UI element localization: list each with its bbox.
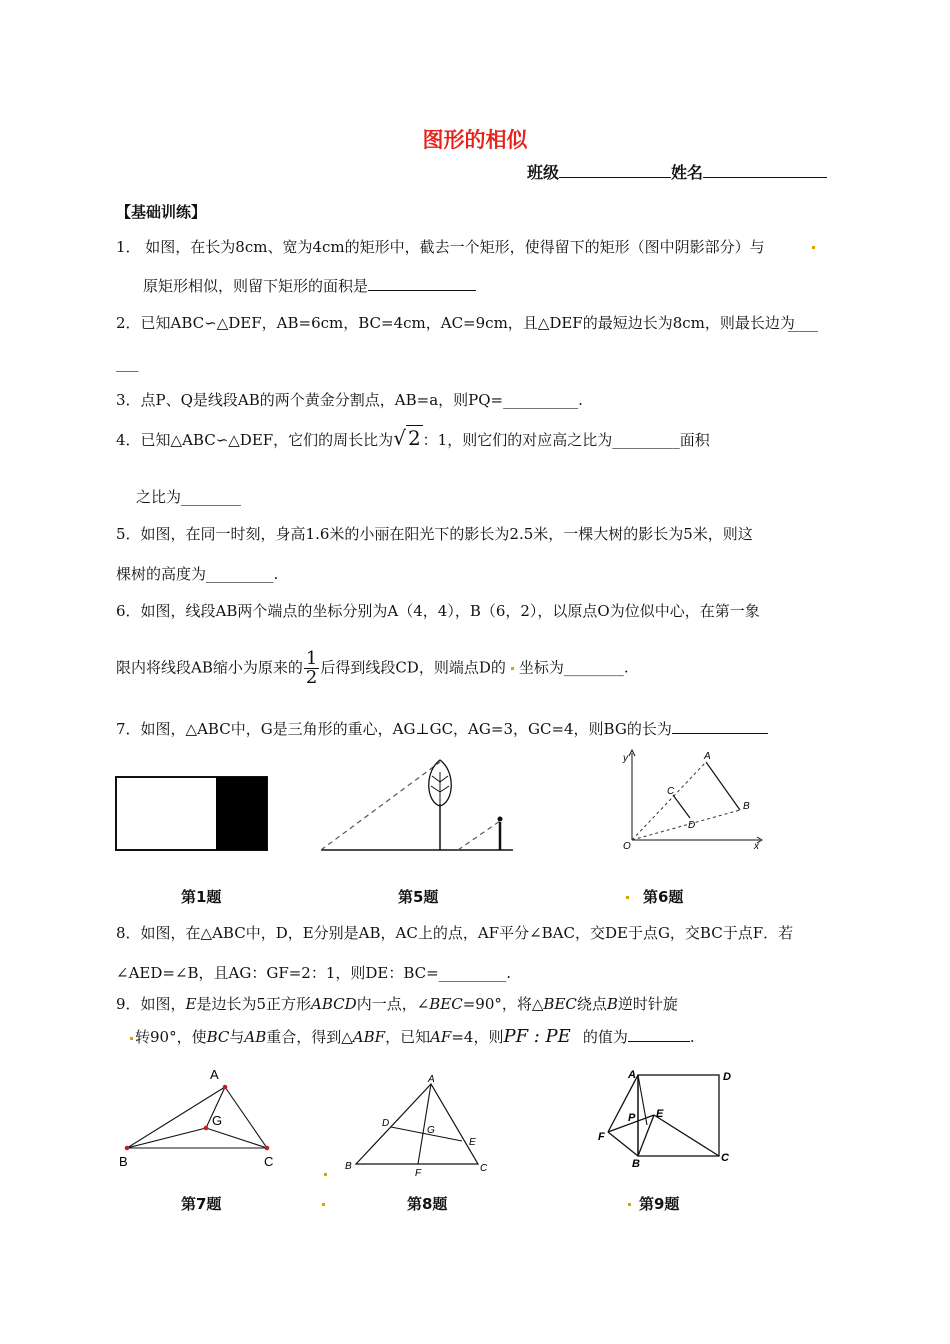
question-7: 7．如图，△ABC中，G是三角形的重心，AG⊥GC，AG=3，GC=4，则BG的长为 (116, 719, 768, 739)
answer-blank[interactable]: ___ (116, 354, 139, 372)
shaded-rectangle (216, 777, 267, 850)
class-blank[interactable] (559, 163, 671, 178)
class-label: 班级 (527, 163, 560, 182)
svg-text:y: y (623, 753, 628, 764)
question-8: 8．如图，在△ABC中，D，E分别是AB，AC上的点，AF平分∠BAC，交DE于点G，交BC于点F．若 (116, 924, 794, 942)
svg-text:C: C (721, 1152, 729, 1164)
svg-text:B: B (743, 801, 750, 812)
svg-text:A: A (628, 1069, 636, 1081)
fraction-half: $\frac{1}{2}$ (305, 648, 318, 688)
question-1: 1． 如图，在长为8cm、宽为4cm的矩形中，截去一个矩形，使得留下的矩形（图中阴影部分）与 (116, 238, 765, 256)
question-6-line2: 限内将线段AB缩小为原来的 $\frac{1}{2}$ 后得到线段CD，则端点D的 坐标为________. (116, 648, 629, 688)
answer-blank[interactable] (368, 276, 476, 291)
svg-text:D: D (382, 1118, 390, 1129)
question-8-line2: ∠AED=∠B，且AG：GF=2：1，则DE：BC=_________. (116, 964, 511, 982)
caption-fig-6: 第6题 (626, 886, 683, 907)
question-6: 6．如图，线段AB两个端点的坐标分别为A（4，4），B（6，2），以原点O为位似中心，在第一象 (116, 602, 760, 620)
svg-text:P: P (628, 1112, 636, 1124)
svg-text:E: E (656, 1108, 664, 1120)
caption-fig-9: 第9题 (628, 1193, 679, 1214)
question-9-line2: 转90°，使BC与AB重合，得到△ABF，已知AF=4，则PF : PE 的值为 . (130, 1027, 695, 1047)
svg-text:x: x (754, 841, 759, 852)
answer-blank[interactable] (628, 1027, 690, 1042)
figure-9-square (596, 1065, 746, 1177)
section-heading: 【基础训练】 (116, 203, 207, 221)
figure-5-tree-shadow (318, 750, 518, 855)
svg-text:E: E (469, 1137, 476, 1148)
caption-fig-7: 第7题 (181, 1195, 222, 1213)
answer-blank[interactable]: ____ (788, 314, 818, 332)
decor-dot (812, 246, 815, 249)
sqrt-symbol: √ 2 (393, 426, 421, 450)
svg-text:C: C (667, 786, 675, 797)
figure-7-triangle (112, 1062, 282, 1174)
question-1-line2: 原矩形相似，则留下矩形的面积是 (143, 276, 476, 296)
caption-fig-8: 第8题 (322, 1193, 447, 1214)
svg-text:B: B (632, 1158, 640, 1170)
svg-text:C: C (480, 1163, 488, 1174)
figure-1-rectangle (114, 775, 270, 853)
answer-blank[interactable] (672, 719, 768, 734)
question-4-line2: 之比为________ (136, 488, 242, 506)
svg-text:A: A (428, 1074, 435, 1085)
svg-text:A: A (210, 1067, 219, 1082)
class-name-line (527, 163, 827, 183)
question-4: 4．已知△ABC∽△DEF，它们的周长比为√ 2 ：1，则它们的对应高之比为_________面积 (116, 426, 710, 450)
svg-text:B: B (119, 1154, 128, 1169)
caption-fig-1: 第1题 (181, 888, 222, 906)
figure-6-coordinate (612, 745, 772, 855)
svg-text:D: D (723, 1071, 731, 1083)
question-5: 5．如图，在同一时刻，身高1.6米的小丽在阳光下的影长为2.5米，一棵大树的影长为5米，则这 (116, 525, 753, 543)
decor-dot (324, 1173, 327, 1176)
name-blank[interactable] (703, 163, 827, 178)
question-2: 2．已知ABC∽△DEF，AB=6cm，BC=4cm，AC=9cm，且△DEF的最短边长为8cm，则最长边为 (116, 314, 795, 332)
page-title: 图形的相似 (422, 128, 528, 152)
caption-fig-5: 第5题 (398, 888, 439, 906)
svg-text:C: C (264, 1154, 274, 1169)
svg-text:D: D (688, 820, 696, 831)
svg-text:A: A (704, 751, 711, 762)
question-9: 9．如图，E是边长为5正方形ABCD内一点，∠BEC=90°，将△BEC绕点B逆时针旋 (116, 995, 678, 1013)
svg-text:F: F (598, 1131, 605, 1143)
name-label: 姓名 (671, 163, 704, 182)
svg-text:G: G (427, 1125, 435, 1136)
figure-8-triangle (338, 1068, 498, 1178)
question-3: 3．点P、Q是线段AB的两个黄金分割点，AB=a，则PQ=__________. (116, 391, 583, 409)
svg-text:F: F (415, 1168, 422, 1178)
svg-text:G: G (212, 1113, 223, 1128)
question-5-line2: 棵树的高度为_________. (116, 565, 279, 583)
svg-text:B: B (345, 1161, 352, 1172)
svg-text:O: O (623, 841, 631, 852)
